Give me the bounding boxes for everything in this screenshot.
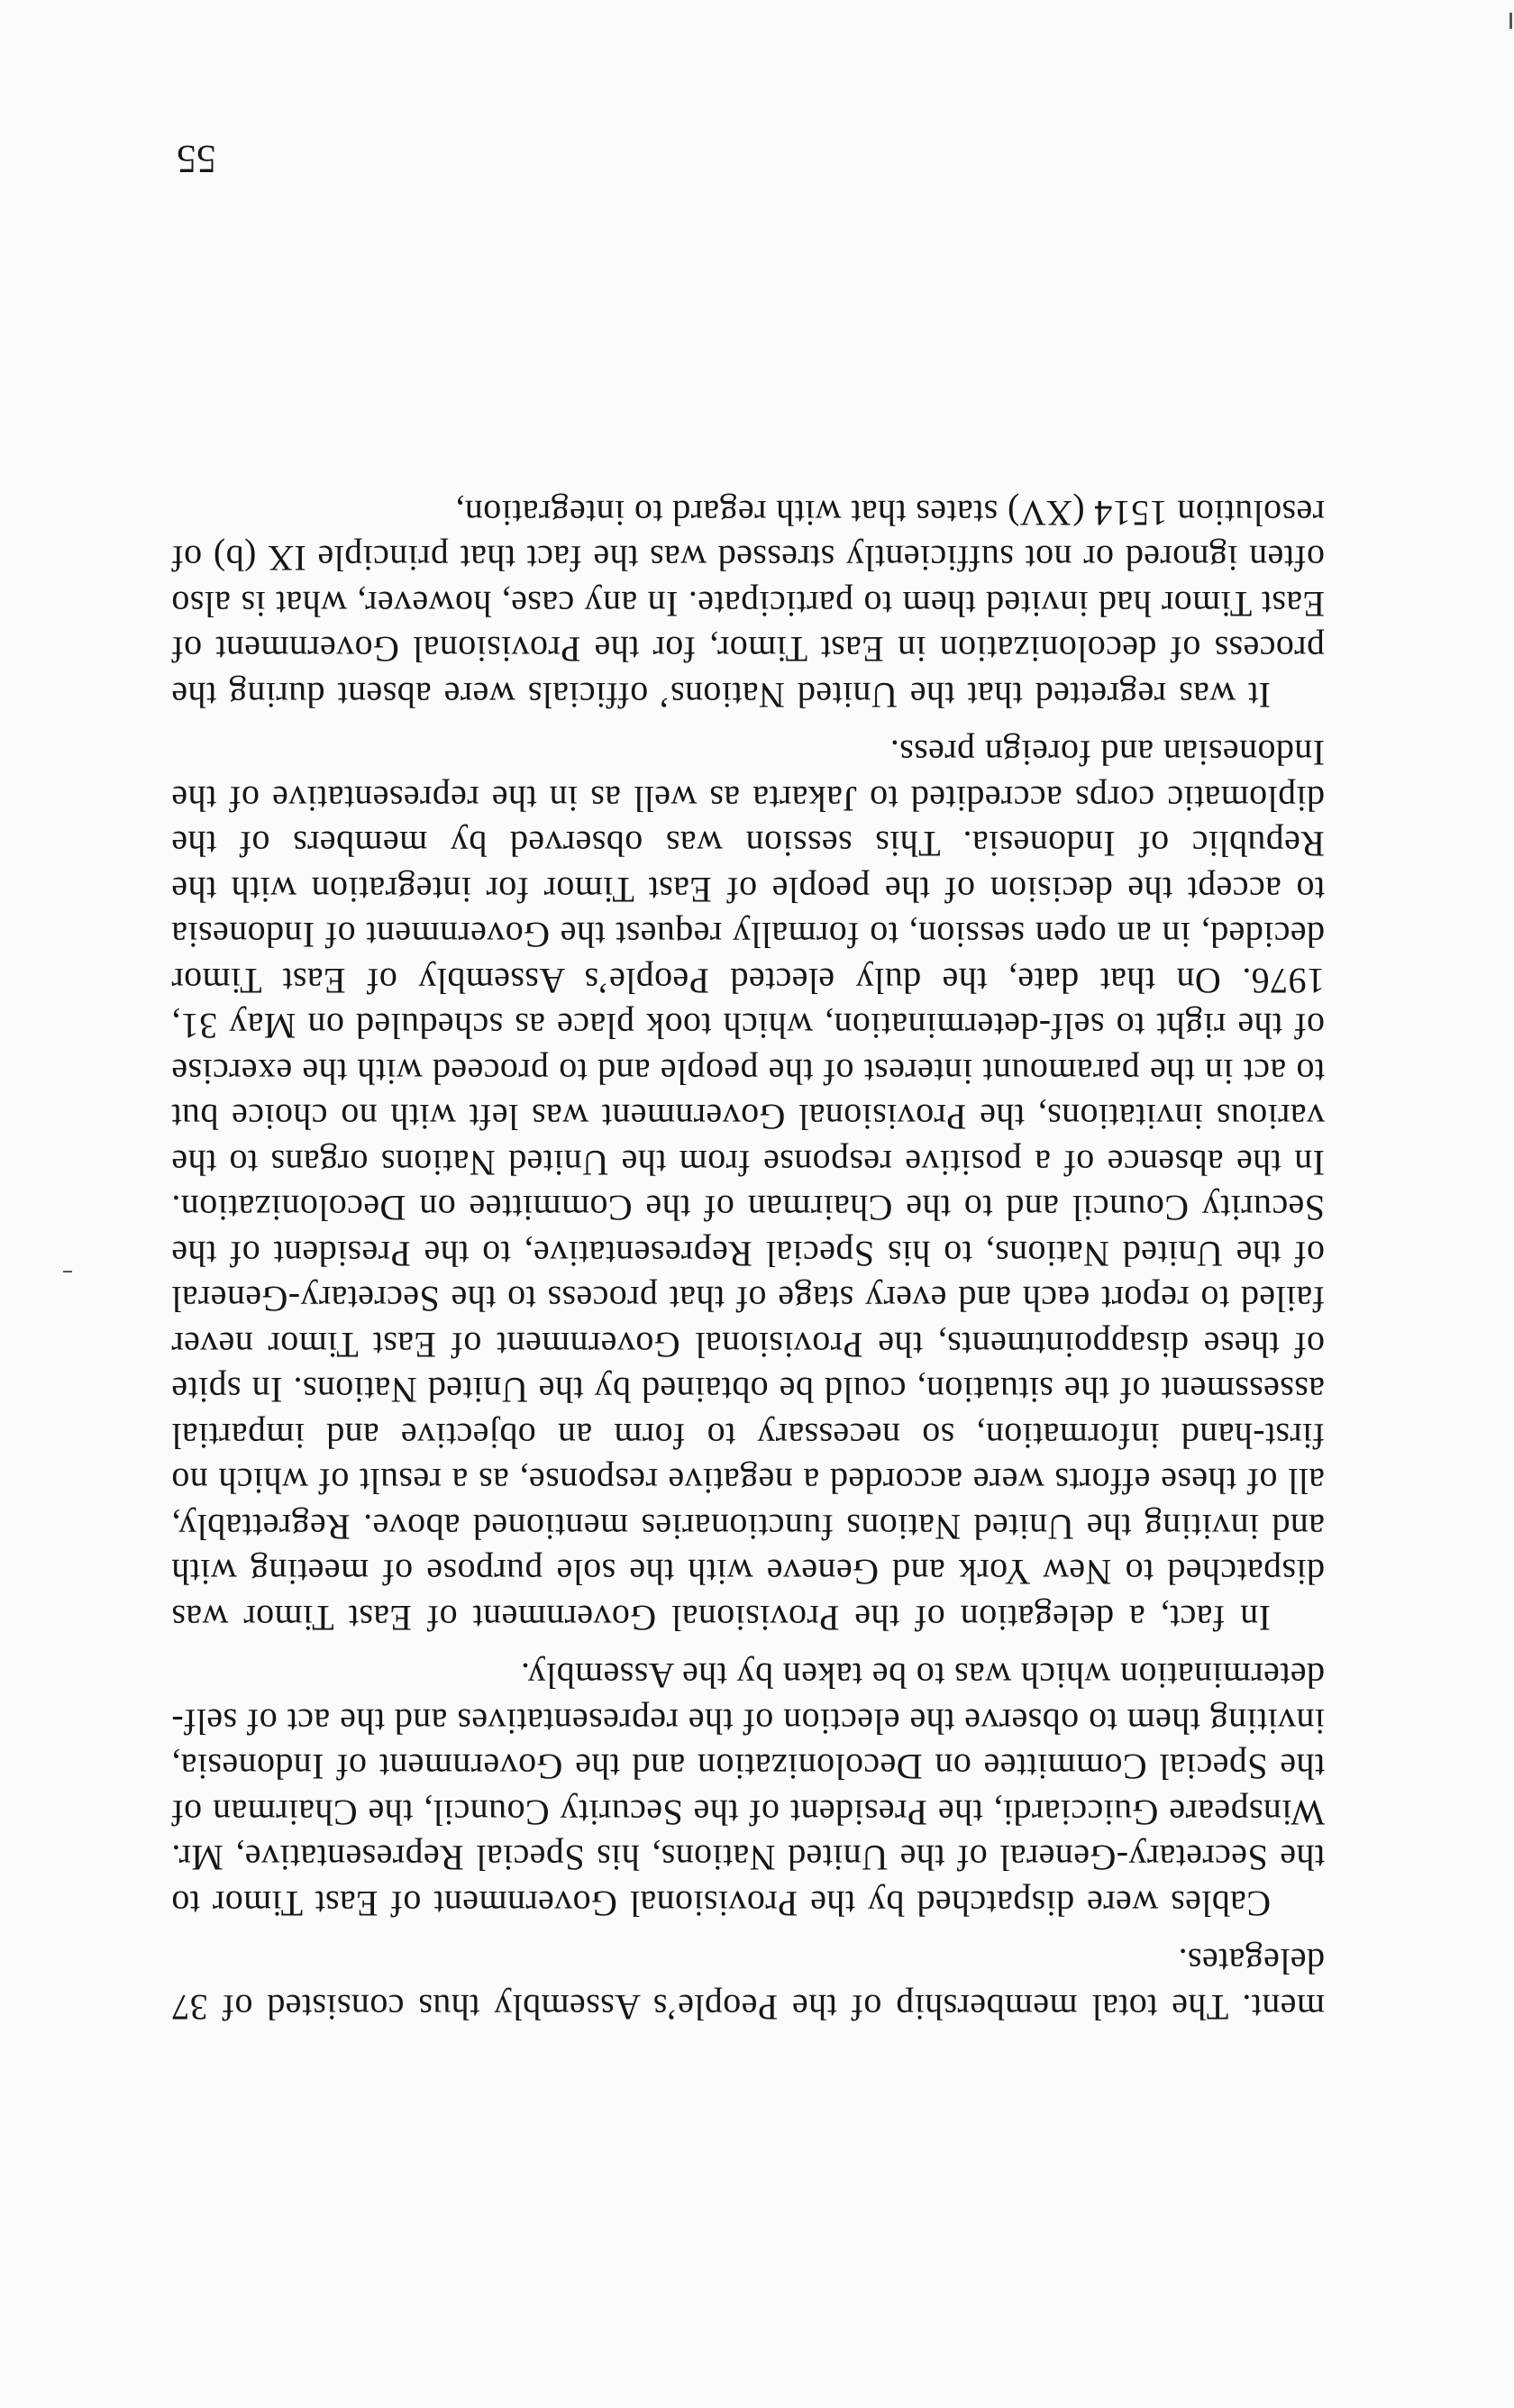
page-number: 55 bbox=[177, 137, 216, 181]
page-body bbox=[171, 478, 1325, 2030]
paragraph-cables: Cables were dispatched by the Provisional Government of East Timor to the Secretary-General of the United Nations, his Special Representative, Mr. Winspeare Guicciardi, the President of the Security Council, the Chairman of the Special Committee on Decolonization and the Government of Indonesia, inviting them to observe the election of the representatives and the act of self-determination which was to be taken by the Assembly. bbox=[171, 1656, 1325, 1924]
paragraph-delegation: In fact, a delegation of the Provisional Government of East Timor was dispatched to New York and Geneve with the sole purpose of meeting with and inviting the United Nations functionaries mentioned above. Regrettably, all of these efforts were accorded a negative response, as a result of which no first-hand information, so necessary to form an objective and impartial assessment of the situation, could be obtained by the United Nations. In spite of these disappointments, the Provisional Government of East Timor never failed to report each and every stage of that process to the Secretary-General of the United Nations, to his Special Representative, to the President of the Security Council and to the Chairman of the Committee on Decolonization. In the absence of a positive response from the United Nations organs to the various invitations, the Provisional Government was left with no choice but to act in the paramount interest of the people and to proceed with the exercise of the right to self-determination, which took place as scheduled on May 31, 1976. On that date, the duly elected People’s Assembly of East Timor decided, in an open session, to formally request the Government of Indonesia to accept the decision of the people of East Timor for integration with the Republic of Indonesia. This session was observed by members of the diplomatic corps accredited to Jakarta as well as in the representative of the Indonesian and foreign press. bbox=[171, 733, 1325, 1638]
scan-artifact bbox=[1509, 13, 1512, 29]
scan-artifact-dash bbox=[63, 1271, 72, 1272]
paragraph-continuation: ment. The total membership of the People’s Assembly thus consisted of 37 delegates. bbox=[171, 1941, 1325, 2028]
paragraph-regret: It was regretted that the United Nations’ officials were absent during the process of decolonization in East Timor, for the Provisional Government of East Timor had invited them to participate. In any case, however, what is also often ignored or not sufficiently stressed was the fact that principle IX (b) of resolution 1514 (XV) states that with regard to integration, bbox=[171, 493, 1325, 716]
